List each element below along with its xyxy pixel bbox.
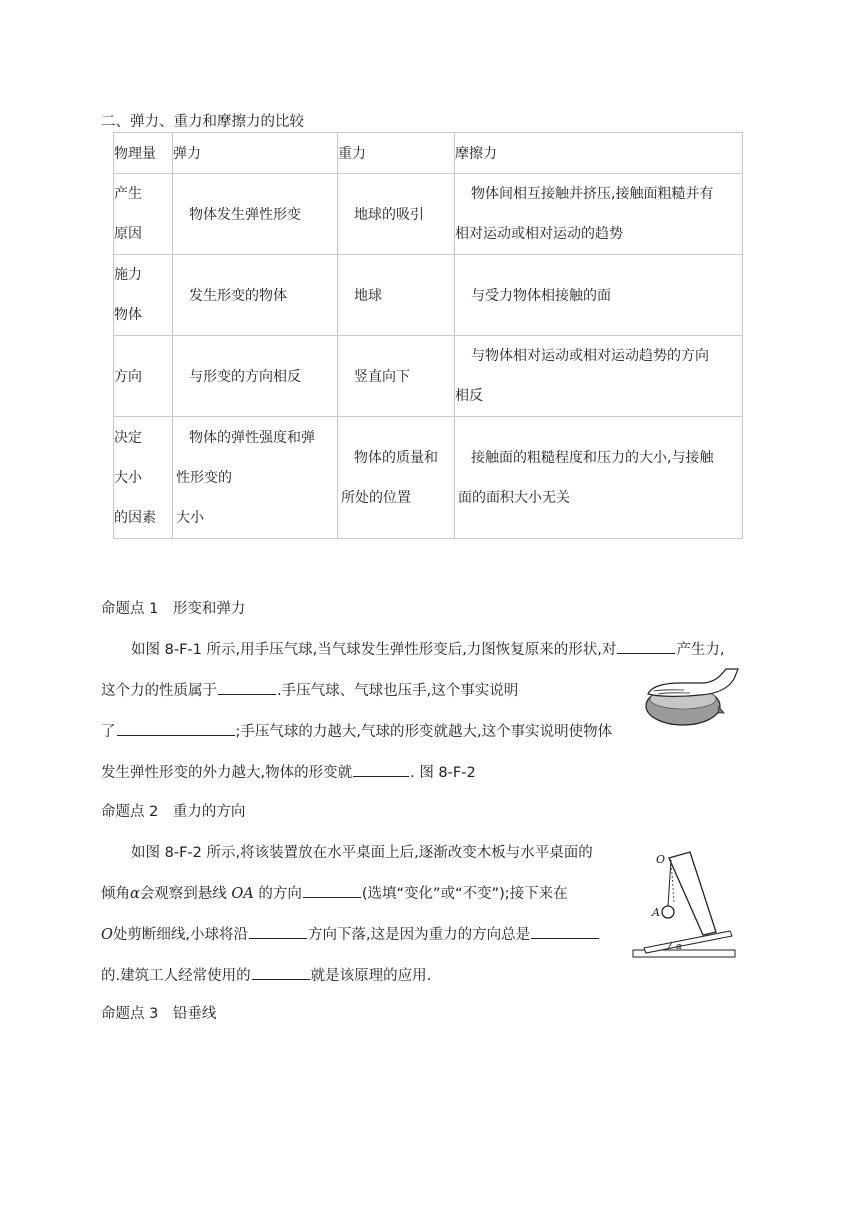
answer-blank[interactable] bbox=[353, 762, 409, 777]
answer-blank[interactable] bbox=[249, 924, 307, 939]
plumb-line-figure bbox=[630, 848, 742, 960]
balloon-figure bbox=[642, 663, 742, 733]
row-label-cell: 方向 bbox=[114, 336, 173, 417]
point1-line3: 了 ;手压气球的力越大,气球的形变就越大,这个事实说明使物体 bbox=[101, 720, 612, 741]
header-cell: 物理量 bbox=[114, 133, 173, 174]
header-cell: 弹力 bbox=[173, 133, 338, 174]
table-cell: 地球的吸引 bbox=[338, 174, 455, 255]
comparison-table bbox=[113, 132, 743, 539]
row-label-cell: 产生 原因 bbox=[114, 174, 173, 255]
answer-blank[interactable] bbox=[252, 965, 310, 980]
point1-line4: 发生弹性形变的外力越大,物体的形变就 . 图 8-F-2 bbox=[101, 761, 476, 782]
point2-title: 命题点 2 重力的方向 bbox=[101, 804, 246, 820]
point2-line3: O处剪断细线,小球将沿 方向下落,这是因为重力的方向总是 bbox=[101, 923, 600, 944]
answer-blank[interactable] bbox=[117, 721, 235, 736]
table-cell: 物体的质量和 所处的位置 bbox=[338, 417, 455, 539]
row-label-cell: 决定 大小 的因素 bbox=[114, 417, 173, 539]
answer-blank[interactable] bbox=[617, 639, 675, 654]
table-cell: 物体的弹性强度和弹 性形变的 大小 bbox=[173, 417, 338, 539]
header-cell: 重力 bbox=[338, 133, 455, 174]
table-row bbox=[114, 336, 743, 417]
point-o-label: O bbox=[656, 853, 666, 866]
point-a-label: A bbox=[652, 906, 660, 919]
point1-line2: 这个力的性质属于 .手压气球、气球也压手,这个事实说明 bbox=[101, 679, 518, 700]
point2-line1: 如图 8-F-2 所示,将该装置放在水平桌面上后,逐渐改变木板与水平桌面的 bbox=[131, 845, 593, 861]
point2-line4: 的.建筑工人经常使用的 就是该原理的应用. bbox=[101, 964, 431, 985]
table-cell: 竖直向下 bbox=[338, 336, 455, 417]
table-cell: 发生形变的物体 bbox=[173, 255, 338, 336]
table-row bbox=[114, 255, 743, 336]
answer-blank[interactable] bbox=[303, 883, 361, 898]
point1-title: 命题点 1 形变和弹力 bbox=[101, 601, 246, 617]
section-heading: 二、弹力、重力和摩擦力的比较 bbox=[101, 114, 304, 130]
table-cell: 物体发生弹性形变 bbox=[173, 174, 338, 255]
point1-line1: 如图 8-F-1 所示,用手压气球,当气球发生弹性形变后,力图恢复原来的形状,对 产生力, bbox=[131, 638, 725, 659]
table-row bbox=[114, 417, 743, 539]
answer-blank[interactable] bbox=[531, 924, 599, 939]
table-cell: 与受力物体相接触的面 bbox=[455, 255, 743, 336]
table-cell: 接触面的粗糙程度和压力的大小,与接触 面的面积大小无关 bbox=[455, 417, 743, 539]
answer-blank[interactable] bbox=[218, 680, 276, 695]
table-cell: 与形变的方向相反 bbox=[173, 336, 338, 417]
alpha-label: α bbox=[676, 942, 683, 952]
header-cell: 摩擦力 bbox=[455, 133, 743, 174]
table-cell: 与物体相对运动或相对运动趋势的方向 相反 bbox=[455, 336, 743, 417]
point3-title: 命题点 3 铅垂线 bbox=[101, 1006, 217, 1022]
point2-line2: 倾角α会观察到悬线 OA 的方向 (选填“变化”或“不变”);接下来在 bbox=[101, 882, 568, 903]
table-cell: 地球 bbox=[338, 255, 455, 336]
table-header-row bbox=[114, 133, 743, 174]
table-row bbox=[114, 174, 743, 255]
row-label-cell: 施力 物体 bbox=[114, 255, 173, 336]
table-cell: 物体间相互接触并挤压,接触面粗糙并有 相对运动或相对运动的趋势 bbox=[455, 174, 743, 255]
